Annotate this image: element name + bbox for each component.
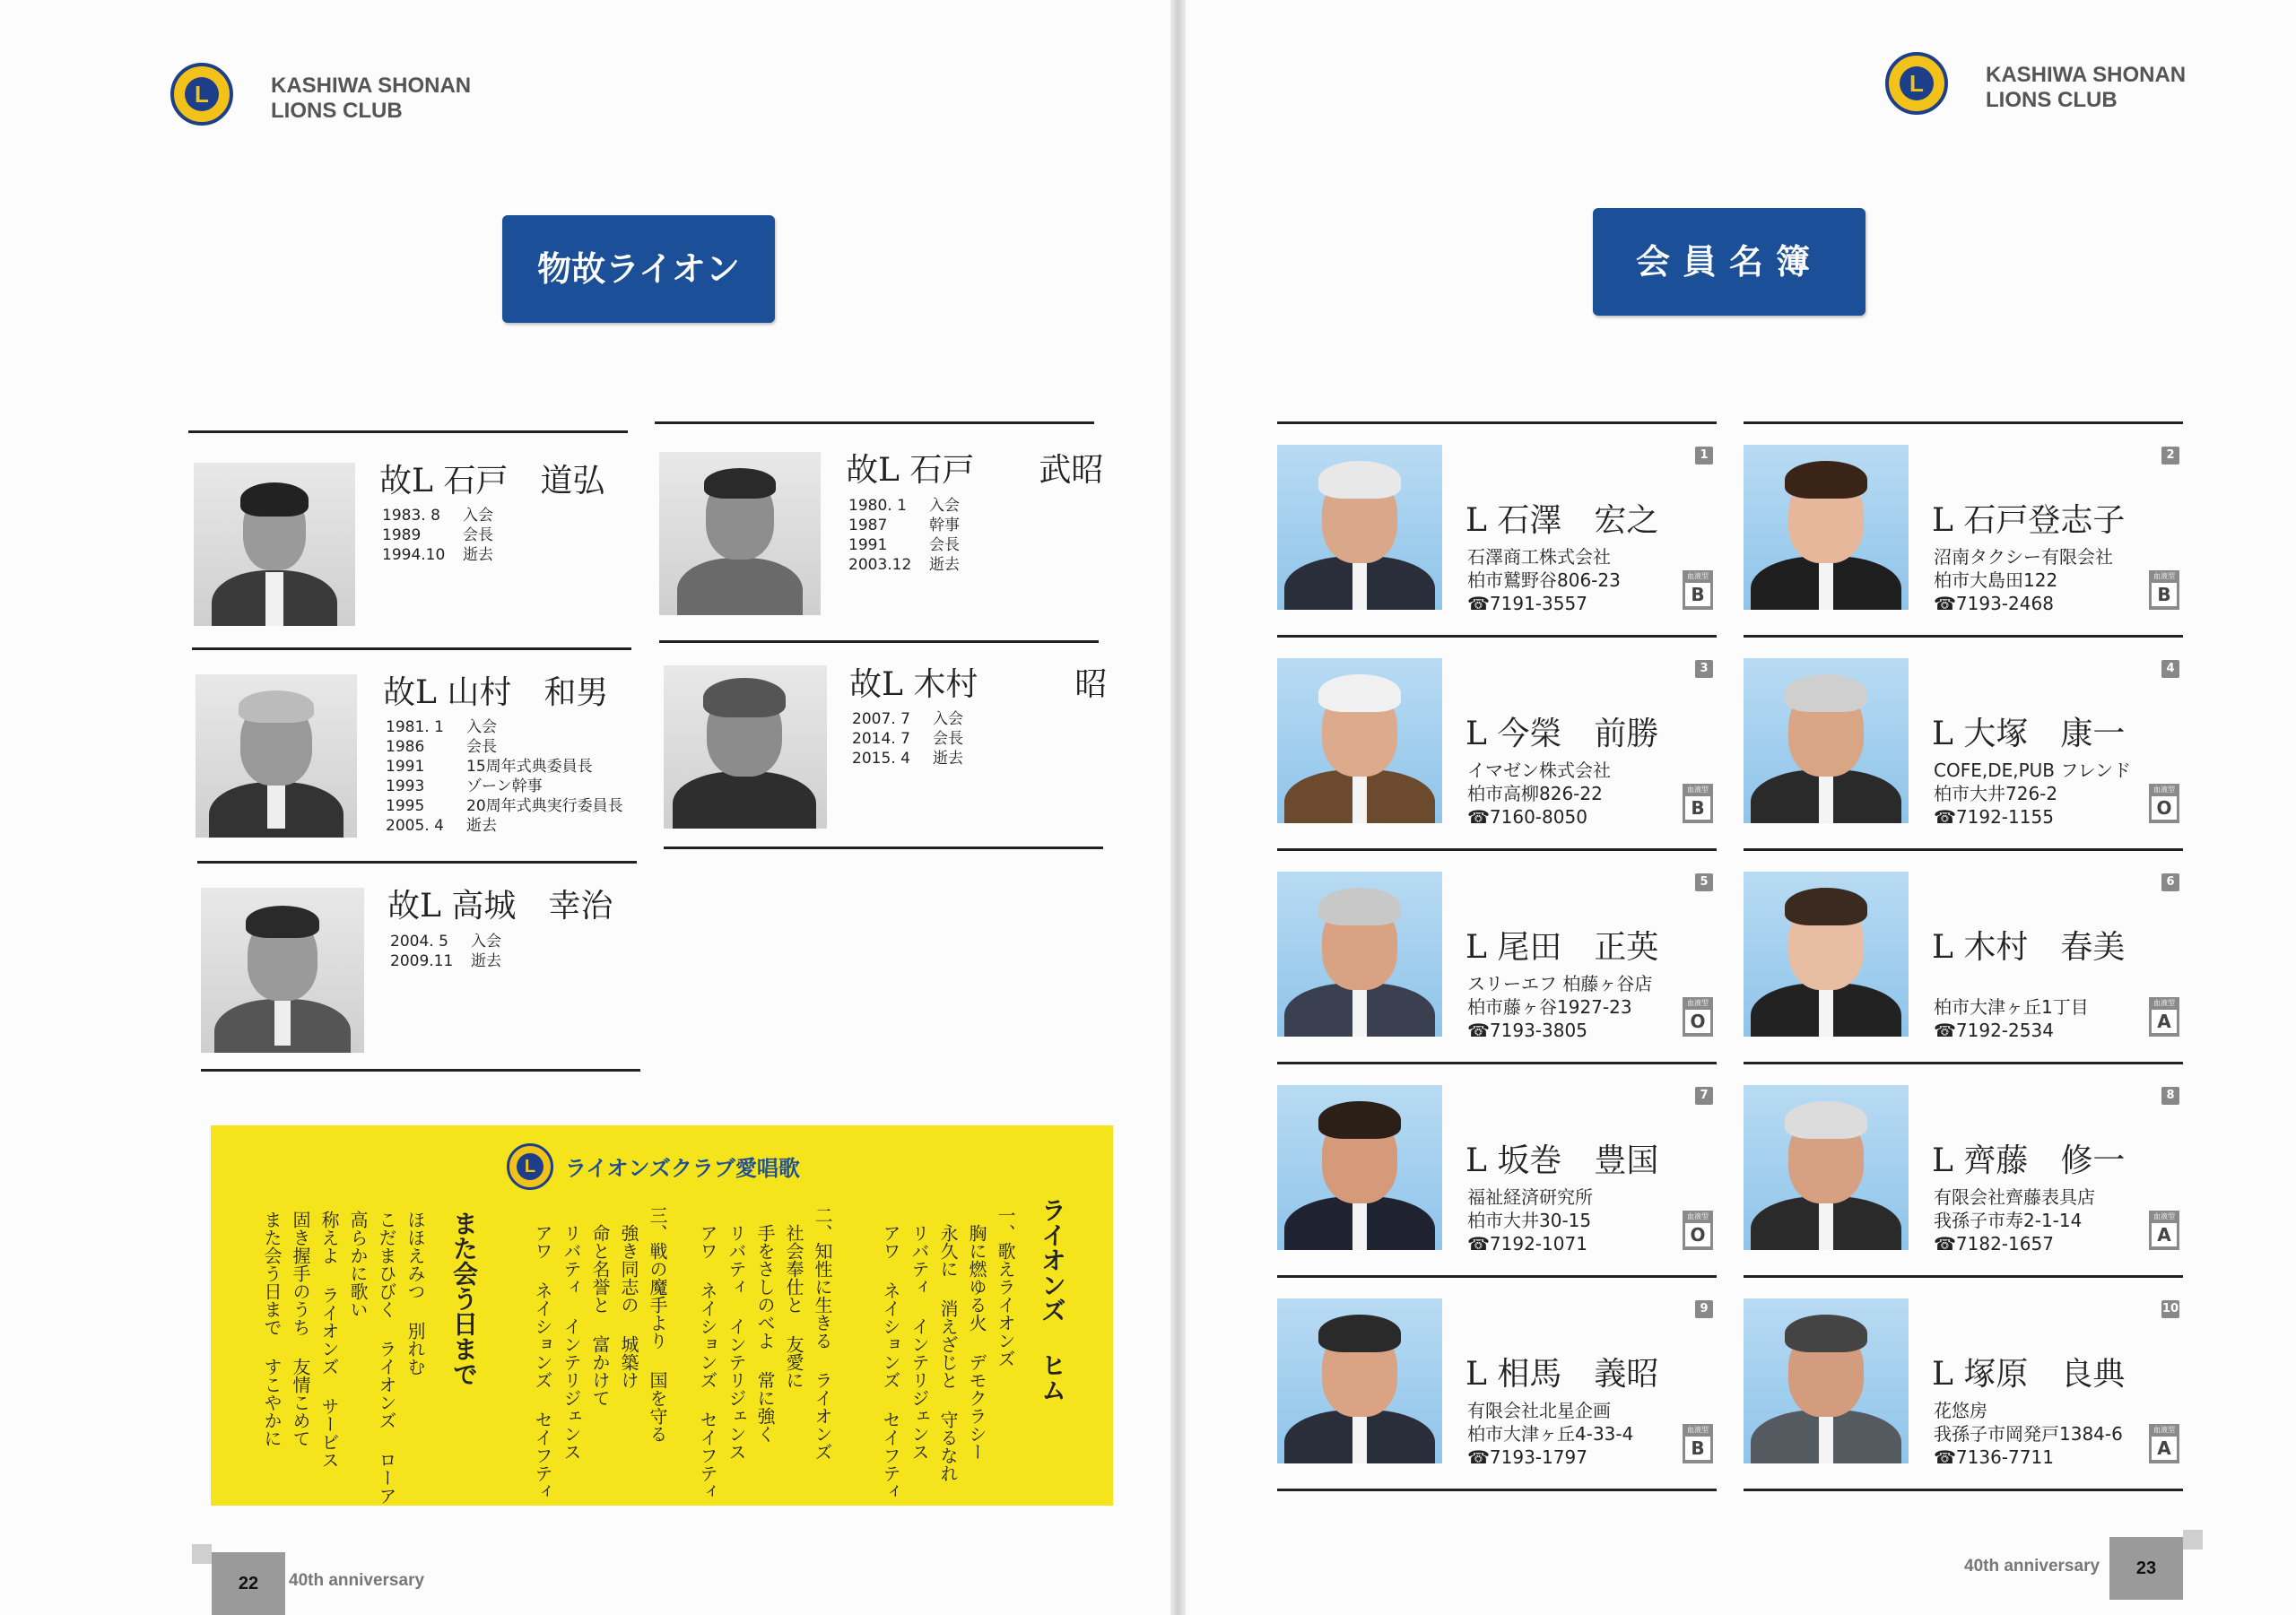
member-company: 沼南タクシー有限会社: [1934, 546, 2113, 568]
member-phone: ☎7191-3557: [1467, 593, 1587, 614]
song-panel: [211, 1125, 1113, 1506]
member-number: 8: [2161, 1087, 2179, 1105]
page-title: 会員名簿: [1593, 208, 1866, 316]
member-number: 3: [1695, 660, 1713, 678]
portrait-photo: [194, 463, 355, 626]
song-line: リバティ インテリジェンス: [561, 1206, 582, 1461]
member-card: [1277, 1062, 1717, 1275]
member-photo: [1277, 872, 1442, 1037]
divider: [1277, 421, 1717, 424]
member-card: [1744, 1275, 2183, 1489]
portrait-photo: [664, 665, 827, 829]
deceased-name: 故L 高城 幸治: [387, 888, 613, 925]
song-line: 高らかに歌い: [347, 1211, 369, 1318]
member-photo: [1744, 1298, 1909, 1463]
member-phone: ☎7193-1797: [1467, 1446, 1587, 1468]
song-line: リバティ インテリジェンス: [909, 1206, 930, 1461]
member-company: 福祉経済研究所: [1467, 1186, 1593, 1208]
member-number: 4: [2161, 660, 2179, 678]
footer-mark: [192, 1544, 212, 1564]
member-name: L 石澤 宏之: [1465, 502, 1659, 539]
member-address: 我孫子市寿2-1-14: [1934, 1210, 2083, 1231]
song-line: リバティ インテリジェンス: [726, 1206, 747, 1461]
page-number: 23: [2109, 1537, 2183, 1600]
member-address: 柏市大津ヶ丘4-33-4: [1467, 1423, 1634, 1445]
song-line: アワ ネイションズ セイフティ: [697, 1206, 718, 1500]
song-line: こだまひびく ライオンズ ローア: [376, 1211, 397, 1505]
song-line: 強き同志の 城築け: [618, 1206, 639, 1389]
song-title: また会う日まで: [449, 1211, 479, 1386]
member-card: [1277, 635, 1717, 848]
blood-type-badge: 血液型 O: [1683, 1211, 1713, 1250]
page-title: 物故ライオン: [502, 215, 775, 323]
deceased-history: 1980. 1 入会 1987 幹事 1991 会長 2003.12 逝去: [848, 497, 960, 574]
member-card: [1744, 848, 2183, 1062]
member-phone: ☎7192-1155: [1934, 806, 2054, 828]
member-address: 柏市大島田122: [1934, 569, 2058, 591]
page-number: 22: [212, 1552, 285, 1615]
blood-type-badge: 血液型 A: [2149, 1424, 2179, 1463]
member-name: L 相馬 義昭: [1465, 1356, 1659, 1393]
divider: [1744, 1489, 2183, 1491]
deceased-history: 2004. 5 入会 2009.11 逝去: [390, 933, 501, 970]
member-name: L 齊藤 修一: [1932, 1142, 2126, 1179]
song-line: 固き握手のうち 友情こめて: [290, 1211, 311, 1447]
blood-type-badge: 血液型 A: [2149, 1211, 2179, 1250]
deceased-name: 故L 石戸 道弘: [379, 463, 605, 499]
member-photo: [1277, 445, 1442, 610]
song-line: アワ ネイションズ セイフティ: [880, 1206, 901, 1500]
member-name: L 大塚 康一: [1932, 716, 2126, 752]
member-number: 10: [2161, 1300, 2179, 1318]
member-address: 柏市大井30-15: [1467, 1210, 1592, 1231]
footer-mark: [2183, 1530, 2203, 1550]
member-photo: [1744, 445, 1909, 610]
member-company: イマゼン株式会社: [1467, 760, 1611, 781]
deceased-history: 1981. 1 入会 1986 会長 1991 15周年式典委員長 1993 ゾーン幹事 1995 20周年式典実行委員長 2005. 4 逝去: [386, 718, 623, 835]
lions-logo-icon: L: [507, 1143, 553, 1190]
divider: [1744, 1275, 2183, 1278]
song-line: 命と名誉と 富かけて: [589, 1206, 611, 1407]
blood-type-badge: 血液型 B: [1683, 1424, 1713, 1463]
member-photo: [1744, 872, 1909, 1037]
blood-type-badge: 血液型 A: [2149, 997, 2179, 1037]
member-company: COFE,DE,PUB フレンド: [1934, 760, 2132, 781]
member-company: 有限会社北星企画: [1467, 1400, 1611, 1421]
member-name: L 木村 春美: [1932, 929, 2126, 966]
song-line: また会う日まで すこやかに: [261, 1211, 283, 1447]
member-photo: [1277, 1085, 1442, 1250]
footer-text: 40th anniversary: [1964, 1557, 2100, 1576]
member-name: L 石戸登志子: [1932, 502, 2126, 539]
blood-type-badge: 血液型 O: [2149, 784, 2179, 823]
song-line: ほほえみつ 別れむ: [404, 1211, 426, 1376]
member-phone: ☎7136-7711: [1934, 1446, 2054, 1468]
member-card: [1277, 421, 1717, 635]
song-line: 二、知性に生きる ライオンズ: [812, 1206, 833, 1461]
member-photo: [1744, 1085, 1909, 1250]
portrait-photo: [196, 674, 357, 838]
member-number: 9: [1695, 1300, 1713, 1318]
portrait-photo: [201, 888, 364, 1053]
lions-logo-icon: L: [170, 63, 233, 126]
divider: [1277, 848, 1717, 851]
song-line: 一、歌えライオンズ: [995, 1206, 1016, 1368]
song-title: ライオンズ ヒム: [1038, 1197, 1067, 1402]
member-phone: ☎7193-3805: [1467, 1020, 1587, 1041]
lions-logo-icon: L: [1885, 52, 1948, 115]
member-company: 有限会社齊藤表具店: [1934, 1186, 2095, 1208]
member-name: L 尾田 正英: [1465, 929, 1659, 966]
song-line: 三、戦の魔手より 国を守る: [647, 1206, 668, 1443]
divider: [1277, 1275, 1717, 1278]
member-name: L 塚原 良典: [1932, 1356, 2126, 1393]
song-line: 手をさしのべよ 常に強く: [754, 1206, 776, 1443]
song-line: 社会奉仕と 友愛に: [783, 1206, 804, 1389]
blood-type-badge: 血液型 O: [1683, 997, 1713, 1037]
member-number: 2: [2161, 447, 2179, 465]
deceased-history: 1983. 8 入会 1989 会長 1994.10 逝去: [382, 507, 493, 564]
member-phone: ☎7192-2534: [1934, 1020, 2054, 1041]
member-card: [1744, 635, 2183, 848]
divider: [201, 1069, 640, 1072]
song-line: 永久に 消えざじと 守るなれ: [937, 1206, 959, 1482]
member-company: 花悠房: [1934, 1400, 1987, 1421]
blood-type-badge: 血液型 B: [2149, 570, 2179, 610]
right-page: [1186, 0, 2296, 1615]
member-number: 5: [1695, 873, 1713, 891]
divider: [664, 847, 1103, 849]
divider: [1277, 1489, 1717, 1491]
blood-type-badge: 血液型 B: [1683, 784, 1713, 823]
member-company: 石澤商工株式会社: [1467, 546, 1611, 568]
deceased-name: 故L 石戸 武昭: [846, 452, 1104, 489]
member-photo: [1277, 1298, 1442, 1463]
member-company: スリーエフ 柏藤ヶ谷店: [1467, 973, 1653, 994]
member-card: [1277, 848, 1717, 1062]
deceased-history: 2007. 7 入会 2014. 7 会長 2015. 4 逝去: [852, 710, 963, 768]
divider: [1744, 1062, 2183, 1064]
divider: [197, 861, 637, 864]
member-photo: [1744, 658, 1909, 823]
song-line: 称えよ ライオンズ サービス: [318, 1211, 340, 1469]
member-phone: ☎7192-1071: [1467, 1233, 1587, 1255]
member-card: [1744, 1062, 2183, 1275]
member-number: 6: [2161, 873, 2179, 891]
member-address: 柏市鷲野谷806-23: [1467, 569, 1621, 591]
member-address: 我孫子市岡発戸1384-6: [1934, 1423, 2123, 1445]
member-phone: ☎7182-1657: [1934, 1233, 2054, 1255]
portrait-photo: [659, 452, 821, 615]
song-line: アワ ネイションズ セイフティ: [532, 1206, 553, 1500]
book-gutter: [1170, 0, 1186, 1615]
member-card: [1744, 421, 2183, 635]
song-line: 胸に燃ゆる火 デモクラシー: [966, 1206, 987, 1461]
member-number: 1: [1695, 447, 1713, 465]
deceased-name: 故L 山村 和男: [383, 674, 609, 711]
member-phone: ☎7160-8050: [1467, 806, 1587, 828]
divider: [1277, 635, 1717, 638]
member-address: 柏市高柳826-22: [1467, 783, 1603, 804]
club-name: KASHIWA SHONAN LIONS CLUB: [1986, 63, 2187, 112]
member-address: 柏市大井726-2: [1934, 783, 2058, 804]
member-name: L 今榮 前勝: [1465, 716, 1659, 752]
member-phone: ☎7193-2468: [1934, 593, 2054, 614]
member-address: 柏市大津ヶ丘1丁目: [1934, 996, 2089, 1018]
divider: [655, 421, 1094, 424]
footer-text: 40th anniversary: [289, 1571, 425, 1590]
divider: [1744, 848, 2183, 851]
divider: [188, 430, 628, 433]
deceased-name: 故L 木村 昭: [849, 666, 1108, 703]
divider: [192, 647, 631, 650]
song-heading: ライオンズクラブ愛唱歌: [565, 1156, 800, 1181]
blood-type-badge: 血液型 B: [1683, 570, 1713, 610]
member-name: L 坂巻 豊国: [1465, 1142, 1659, 1179]
divider: [1744, 421, 2183, 424]
divider: [659, 640, 1099, 643]
member-address: 柏市藤ヶ谷1927-23: [1467, 996, 1632, 1018]
member-number: 7: [1695, 1087, 1713, 1105]
divider: [1744, 635, 2183, 638]
divider: [1277, 1062, 1717, 1064]
member-card: [1277, 1275, 1717, 1489]
member-photo: [1277, 658, 1442, 823]
club-name: KASHIWA SHONAN LIONS CLUB: [271, 74, 472, 123]
